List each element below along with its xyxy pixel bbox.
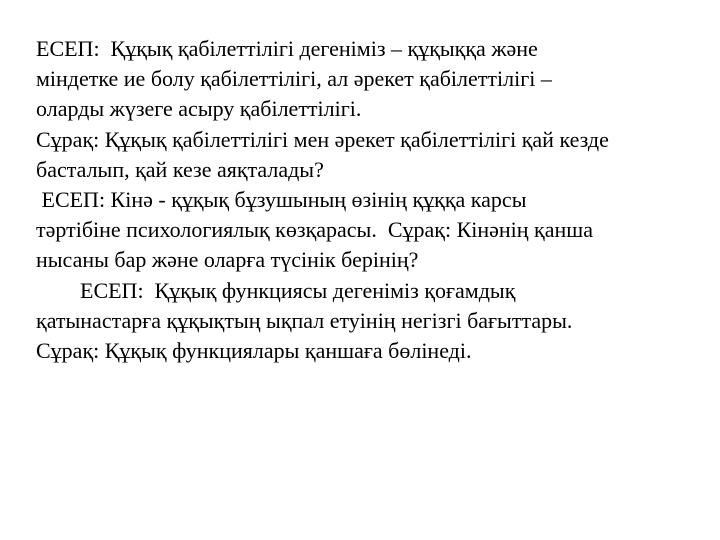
text-block [36, 34, 696, 366]
text-line-9: ЕСЕП: Құқық функциясы дегеніміз қоғамдық [36, 277, 516, 303]
text-line-11: Сұрақ: Құқық функциялары қаншаға бөлінеді. [36, 338, 472, 364]
text-line-6: ЕСЕП: Кінә - құқық бұзушының өзінің құққа карсы [36, 187, 527, 213]
text-line-8: нысаны бар және оларға түсінік берінің? [36, 247, 419, 273]
text-line-4: Сұрақ: Құқық қабілеттілігі мен әрекет қабілеттілігі қай кезде [36, 126, 609, 152]
text-line-2: міндетке ие болу қабілеттілігі, ал әрекет қабілеттілігі – [36, 66, 552, 92]
text-line-3: оларды жүзеге асыру қабілеттілігі. [36, 96, 362, 122]
text-line-7: тәртібіне психологиялық көзқарасы. Сұрақ: Кінәнің қанша [36, 217, 593, 243]
text-line-5: басталып, қай кезе аяқталады? [36, 156, 324, 182]
text-line-1: ЕСЕП: Құқық қабілеттілігі дегеніміз – құқыққа және [36, 36, 538, 61]
text-line-10: қатынастарға құқықтың ықпал етуінің негізгі бағыттары. [36, 307, 573, 333]
